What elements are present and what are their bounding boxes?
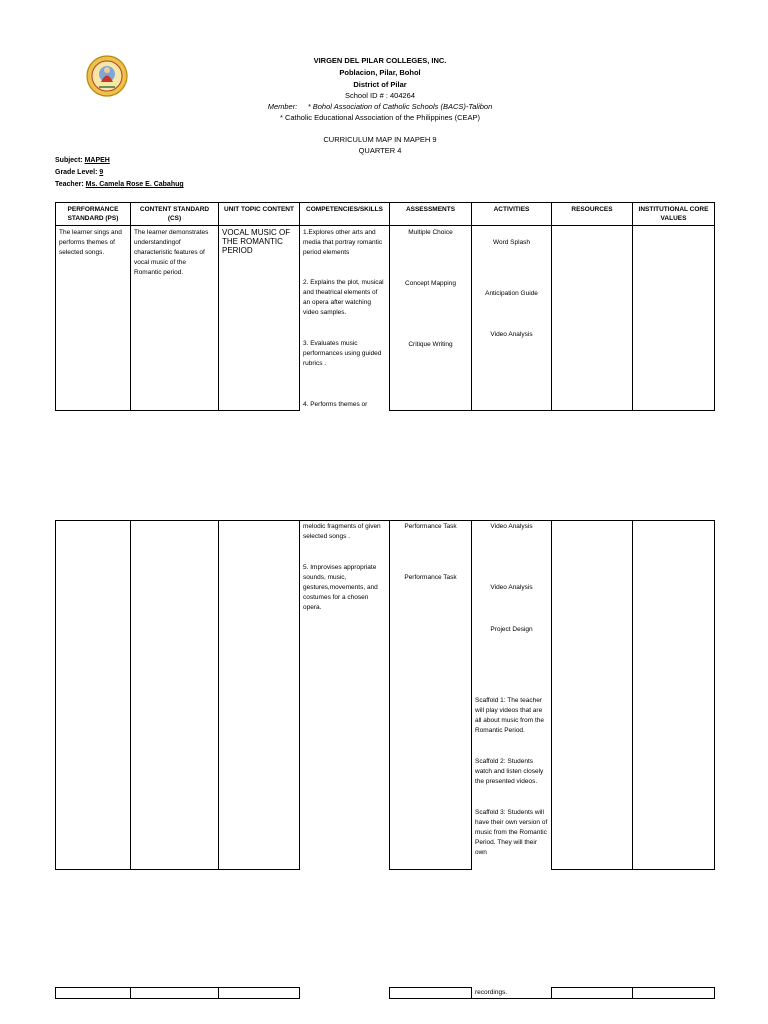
col-header-competencies: COMPETENCIES/SKILLS (300, 203, 390, 226)
curriculum-table-page1 (55, 202, 715, 411)
col-header-ps: PERFORMANCE STANDARD (PS) (56, 203, 131, 226)
cell-unit: VOCAL MUSIC OF THE ROMANTIC PERIOD (219, 226, 300, 411)
cell-cs-p3 (131, 988, 219, 999)
activity-video-analysis-2: Video Analysis (490, 584, 533, 591)
competency-4: 4. Performs themes or (303, 401, 368, 408)
cell-competencies-p3 (300, 988, 390, 999)
competency-5: 5. Improvises appropriate sounds, music, gestures,movements, and costumes for a chosen opera. (303, 564, 378, 611)
competency-4-continued: melodic fragments of given selected songs . (303, 523, 381, 540)
school-seal (86, 55, 128, 97)
cell-assessments-p2 (390, 521, 472, 870)
teacher-label: Teacher: (55, 181, 84, 188)
activity-2: Anticipation Guide (485, 290, 538, 297)
cell-cs: The learner demonstrates understandingof characteristic features of vocal music of the Romantic period. (131, 226, 219, 411)
scaffold-1: Scaffold 1: The teacher will play videos that are all about music from the Romantic Period. (475, 697, 545, 734)
grade-label: Grade Level: (55, 169, 98, 176)
teacher-value: Ms. Camela Rose E. Cabahug (85, 181, 184, 188)
assessment-2: Concept Mapping (405, 280, 456, 287)
school-address: Poblacion, Pilar, Bohol (339, 68, 421, 77)
cell-resources (552, 226, 633, 411)
activity-project-design: Project Design (490, 626, 533, 633)
teacher-line (55, 180, 184, 190)
institution-name: VIRGEN DEL PILAR COLLEGES, INC. (313, 56, 447, 65)
cell-ps-p2 (56, 521, 131, 870)
member-line-1 (180, 101, 580, 112)
activity-1: Word Splash (492, 239, 531, 246)
competency-1: 1.Explores other arts and media that portray romantic period elements (303, 229, 383, 256)
grade-line (55, 168, 103, 178)
assessment-performance-2: Performance Task (404, 574, 457, 581)
member-ceap: * Catholic Educational Association of the Philippines (CEAP) (279, 113, 481, 122)
cell-resources-p2 (552, 521, 633, 870)
cell-ps-p3 (56, 988, 131, 999)
curriculum-table-page3 (55, 987, 715, 999)
cell-core-values (633, 226, 715, 411)
competency-3: 3. Evaluates music performances using guided rubrics . (303, 340, 382, 367)
competency-2: 2. Explains the plot, musical and theatrical elements of an opera after watching video samples. (303, 279, 384, 316)
subject-line (55, 156, 110, 166)
curriculum-table-page2 (55, 520, 715, 870)
cell-core-values-p3 (633, 988, 715, 999)
scaffold-3: Scaffold 3: Students will have their own version of music from the Romantic Period. They will their own (475, 809, 548, 856)
col-header-activities: ACTIVITIES (472, 203, 552, 226)
quarter-label: QUARTER 4 (358, 146, 402, 155)
col-header-cs: CONTENT STANDARD (CS) (131, 203, 219, 226)
member-label: Member: (267, 102, 298, 111)
assessment-3: Critique Writing (408, 341, 453, 348)
assessment-1: Multiple Choice (408, 229, 453, 236)
cell-ps: The learner sings and performs themes of selected songs. (56, 226, 131, 411)
cell-resources-p3 (552, 988, 633, 999)
col-header-core-values: INSTITUTIONAL CORE VALUES (633, 203, 715, 226)
activity-3: Video Analysis (490, 331, 533, 338)
subject-label: Subject: (55, 157, 83, 164)
subject-value: MAPEH (84, 157, 110, 164)
cell-core-values-p2 (633, 521, 715, 870)
cell-unit-p2 (219, 521, 300, 870)
school-district: District of Pilar (353, 80, 407, 89)
cell-assessments (390, 226, 472, 411)
activity-video-analysis-1: Video Analysis (490, 523, 533, 530)
assessment-performance-1: Performance Task (404, 523, 457, 530)
document-title: CURRICULUM MAP IN MAPEH 9 (323, 135, 437, 144)
grade-value: 9 (99, 169, 104, 176)
cell-assessments-p3 (390, 988, 472, 999)
cell-activities-p2 (472, 521, 552, 870)
member-bacs: * Bohol Association of Catholic Schools (BACS)-Talibon (307, 102, 493, 111)
cell-unit-p3 (219, 988, 300, 999)
col-header-unit: UNIT TOPIC CONTENT (219, 203, 300, 226)
col-header-resources: RESOURCES (552, 203, 633, 226)
cell-activities (472, 226, 552, 411)
col-header-assessments: ASSESSMENTS (390, 203, 472, 226)
school-id: School ID # : 404264 (344, 91, 416, 100)
cell-cs-p2 (131, 521, 219, 870)
scaffold-2: Scaffold 2: Students watch and listen closely the presented videos. (475, 758, 544, 785)
cell-competencies-p2 (300, 521, 390, 870)
activity-recordings: recordings. (472, 988, 552, 999)
cell-competencies (300, 226, 390, 411)
